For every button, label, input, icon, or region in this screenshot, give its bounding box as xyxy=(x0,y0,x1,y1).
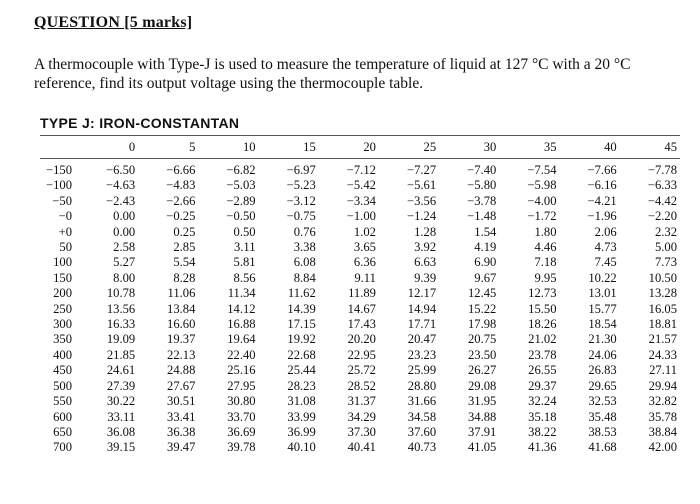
table-row xyxy=(40,440,680,455)
table-cell: 32.24 xyxy=(528,394,557,409)
table-cell: −4.83 xyxy=(166,178,196,193)
table-title: TYPE J: IRON-CONSTANTAN xyxy=(40,115,240,131)
table-cell: −1.48 xyxy=(467,209,497,224)
table-cell: −3.34 xyxy=(346,193,376,208)
table-cell: 23.78 xyxy=(528,347,557,362)
table-cell: −2.20 xyxy=(647,209,677,224)
table-cell: 31.08 xyxy=(287,394,316,409)
table-cell: 17.15 xyxy=(287,317,316,332)
row-label: 650 xyxy=(53,424,72,439)
table-cell: −2.43 xyxy=(106,193,136,208)
table-cell: −2.89 xyxy=(226,193,256,208)
table-cell: 13.28 xyxy=(648,286,677,301)
column-header: 15 xyxy=(259,136,319,159)
table-cell: 31.66 xyxy=(407,394,437,409)
column-header: 35 xyxy=(499,136,559,159)
table-cell: 12.45 xyxy=(467,286,497,301)
table-cell: 7.73 xyxy=(654,255,677,270)
column-header: 20 xyxy=(319,136,379,159)
row-label: −100 xyxy=(46,178,72,193)
table-cell: 21.30 xyxy=(588,332,617,347)
table-cell: 32.82 xyxy=(648,394,677,409)
table-cell: −4.63 xyxy=(106,178,136,193)
table-cell: 41.05 xyxy=(467,440,497,455)
table-cell: 19.09 xyxy=(106,332,136,347)
table-cell: 1.80 xyxy=(534,224,557,239)
table-cell: 16.33 xyxy=(106,317,136,332)
table-cell: −7.12 xyxy=(346,163,376,177)
table-cell: 18.26 xyxy=(528,317,557,332)
table-cell: −1.24 xyxy=(406,209,437,224)
table-cell: 4.46 xyxy=(534,240,557,255)
table-cell: 3.38 xyxy=(293,240,316,255)
table-cell: 7.45 xyxy=(594,255,617,270)
table-row xyxy=(40,302,680,317)
table-cell: 0.76 xyxy=(293,224,316,239)
table-cell: 2.58 xyxy=(113,240,136,255)
table-cell: 8.84 xyxy=(293,270,316,285)
table-cell: 17.98 xyxy=(467,317,497,332)
table-cell: 10.22 xyxy=(588,270,617,285)
table-cell: 26.83 xyxy=(588,363,617,378)
table-row xyxy=(40,159,680,179)
table-cell: 40.41 xyxy=(347,440,376,455)
table-cell: 31.37 xyxy=(347,394,376,409)
table-row xyxy=(40,332,680,347)
table-cell: 11.62 xyxy=(287,286,316,301)
table-cell: 20.47 xyxy=(407,332,437,347)
table-cell: −6.97 xyxy=(286,163,316,177)
table-cell: 21.02 xyxy=(528,332,557,347)
table-cell: 13.01 xyxy=(588,286,617,301)
table-cell: 35.78 xyxy=(648,409,677,424)
table-cell: 33.70 xyxy=(227,409,256,424)
table-cell: 20.75 xyxy=(467,332,497,347)
table-cell: 27.67 xyxy=(167,378,196,393)
table-cell: 34.29 xyxy=(347,409,376,424)
table-row xyxy=(40,194,680,209)
table-row xyxy=(40,255,680,270)
question-body: A thermocouple with Type-J is used to measure the temperature of liquid at 127 °C with a 20 °C reference, find its output voltage using the thermocouple table. xyxy=(34,56,631,92)
table-cell: −5.80 xyxy=(467,178,497,193)
table-cell: 24.88 xyxy=(167,363,196,378)
table-cell: −4.00 xyxy=(527,193,557,208)
table-cell: −5.61 xyxy=(406,178,437,193)
table-row xyxy=(40,317,680,332)
table-cell: 4.73 xyxy=(594,240,617,255)
table-cell: 26.27 xyxy=(467,363,497,378)
table-cell: 34.58 xyxy=(407,409,437,424)
table-cell: 38.84 xyxy=(648,424,677,439)
row-label: 400 xyxy=(53,347,72,362)
table-cell: −3.78 xyxy=(467,193,497,208)
table-cell: 26.55 xyxy=(528,363,557,378)
table-cell: 10.50 xyxy=(648,270,677,285)
table-cell: 2.85 xyxy=(173,240,196,255)
table-cell: 25.72 xyxy=(347,363,376,378)
row-label: 700 xyxy=(53,440,72,455)
table-cell: 42.00 xyxy=(648,440,677,455)
table-cell: 33.41 xyxy=(167,409,196,424)
table-cell: 6.63 xyxy=(414,255,437,270)
table-cell: 14.94 xyxy=(407,301,437,316)
table-cell: 6.36 xyxy=(353,255,376,270)
table-cell: 33.11 xyxy=(107,409,136,424)
table-cell: 33.99 xyxy=(287,409,316,424)
table-cell: 0.00 xyxy=(113,209,136,224)
table-cell: 39.47 xyxy=(167,440,196,455)
table-cell: 15.50 xyxy=(528,301,557,316)
table-cell: 14.67 xyxy=(347,301,376,316)
table-cell: 18.54 xyxy=(588,317,617,332)
table-cell: 19.92 xyxy=(287,332,316,347)
table-cell: 10.78 xyxy=(106,286,136,301)
table-cell: 16.60 xyxy=(167,317,196,332)
table-row xyxy=(40,379,680,394)
table-cell: −6.82 xyxy=(226,163,256,177)
table-cell: −0.25 xyxy=(166,209,196,224)
table-cell: 41.36 xyxy=(528,440,557,455)
table-cell: 6.90 xyxy=(474,255,497,270)
table-cell: −1.96 xyxy=(587,209,617,224)
table-cell: −7.40 xyxy=(467,163,497,177)
table-cell: −6.66 xyxy=(166,163,196,177)
table-cell: 28.52 xyxy=(347,378,376,393)
table-cell: 38.22 xyxy=(528,424,557,439)
table-cell: 7.18 xyxy=(534,255,557,270)
table-cell: 16.88 xyxy=(227,317,256,332)
table-cell: 11.34 xyxy=(227,286,256,301)
row-label: 600 xyxy=(53,409,72,424)
table-cell: 17.71 xyxy=(407,317,437,332)
table-row xyxy=(40,271,680,286)
table-cell: 19.37 xyxy=(167,332,196,347)
column-header: 5 xyxy=(138,136,198,159)
table-cell: 34.88 xyxy=(467,409,497,424)
table-cell: 28.23 xyxy=(287,378,316,393)
table-cell: 0.50 xyxy=(233,224,256,239)
row-label: 150 xyxy=(53,270,72,285)
table-cell: 17.43 xyxy=(347,317,376,332)
question-title: QUESTION [5 marks] xyxy=(34,14,193,31)
row-label: 350 xyxy=(53,332,72,347)
table-cell: 37.60 xyxy=(407,424,437,439)
table-cell: 28.80 xyxy=(407,378,437,393)
table-cell: 9.95 xyxy=(534,270,557,285)
table-cell: 25.99 xyxy=(407,363,437,378)
table-cell: −5.23 xyxy=(286,178,316,193)
table-cell: 41.68 xyxy=(588,440,617,455)
table-cell: 12.73 xyxy=(528,286,557,301)
table-cell: 23.50 xyxy=(467,347,497,362)
table-cell: 36.69 xyxy=(227,424,256,439)
table-row xyxy=(40,348,680,363)
table-row xyxy=(40,240,680,255)
table-header-row xyxy=(40,136,680,159)
table-cell: −1.72 xyxy=(527,209,557,224)
table-cell: 3.92 xyxy=(414,240,437,255)
column-header: 30 xyxy=(439,136,499,159)
row-label: 200 xyxy=(53,286,72,301)
table-cell: 36.99 xyxy=(287,424,316,439)
table-cell: 9.11 xyxy=(354,270,376,285)
table-cell: 36.08 xyxy=(106,424,136,439)
table-cell: 39.78 xyxy=(227,440,256,455)
table-cell: −1.00 xyxy=(346,209,376,224)
table-cell: 4.19 xyxy=(474,240,497,255)
table-cell: 11.06 xyxy=(167,286,196,301)
table-cell: 29.65 xyxy=(588,378,617,393)
row-label: 450 xyxy=(53,363,72,378)
table-cell: 19.64 xyxy=(227,332,256,347)
table-cell: 27.95 xyxy=(227,378,256,393)
column-header: 40 xyxy=(560,136,620,159)
table-cell: −3.12 xyxy=(286,193,316,208)
table-cell: 24.06 xyxy=(588,347,617,362)
table-cell: 9.67 xyxy=(474,270,497,285)
column-header: 25 xyxy=(379,136,439,159)
table-cell: 25.16 xyxy=(227,363,256,378)
row-label: 100 xyxy=(53,255,72,270)
table-cell: 8.56 xyxy=(233,270,256,285)
table-cell: −7.54 xyxy=(527,163,557,177)
table-cell: −4.21 xyxy=(587,193,617,208)
table-cell: 15.22 xyxy=(467,301,497,316)
table-body xyxy=(40,159,680,456)
table-cell: 21.57 xyxy=(648,332,677,347)
table-row xyxy=(40,286,680,301)
table-cell: 40.73 xyxy=(407,440,437,455)
table-row xyxy=(40,394,680,409)
row-label: −50 xyxy=(52,193,72,208)
table-cell: −0.75 xyxy=(286,209,316,224)
table-cell: −4.42 xyxy=(647,193,677,208)
table-cell: 23.23 xyxy=(407,347,437,362)
column-header: 0 xyxy=(78,136,138,159)
table-cell: 5.00 xyxy=(654,240,677,255)
row-label: 300 xyxy=(53,317,72,332)
table-cell: 1.54 xyxy=(474,224,497,239)
table-cell: 16.05 xyxy=(648,301,677,316)
table-row xyxy=(40,425,680,440)
table-cell: −5.42 xyxy=(346,178,376,193)
table-cell: 13.84 xyxy=(167,301,196,316)
table-cell: 8.28 xyxy=(173,270,196,285)
table-cell: −0.50 xyxy=(226,209,256,224)
table-cell: 39.15 xyxy=(106,440,136,455)
table-cell: 27.39 xyxy=(106,378,136,393)
header-corner xyxy=(40,136,78,159)
table-cell: 3.11 xyxy=(233,240,256,255)
table-row xyxy=(40,209,680,224)
table-cell: 40.10 xyxy=(287,440,316,455)
table-cell: 37.30 xyxy=(347,424,376,439)
table-cell: 37.91 xyxy=(467,424,497,439)
table-cell: 3.65 xyxy=(353,240,376,255)
row-label: 50 xyxy=(59,240,72,255)
table-cell: 35.18 xyxy=(528,409,557,424)
table-cell: 11.89 xyxy=(348,286,376,301)
table-cell: 29.94 xyxy=(648,378,677,393)
table-cell: 2.06 xyxy=(594,224,617,239)
table-cell: 0.25 xyxy=(173,224,196,239)
table-cell: 30.80 xyxy=(227,394,256,409)
column-header: 10 xyxy=(198,136,258,159)
table-cell: 5.81 xyxy=(233,255,256,270)
table-cell: 22.95 xyxy=(347,347,376,362)
table-cell: 24.61 xyxy=(106,363,136,378)
table-cell: 31.95 xyxy=(467,394,497,409)
table-cell: 35.48 xyxy=(588,409,617,424)
table-cell: 25.44 xyxy=(287,363,316,378)
table-cell: 5.54 xyxy=(173,255,196,270)
table-cell: 32.53 xyxy=(588,394,617,409)
table-cell: 36.38 xyxy=(167,424,196,439)
table-cell: 24.33 xyxy=(648,347,677,362)
table-cell: −7.78 xyxy=(647,163,677,177)
table-cell: 29.08 xyxy=(467,378,497,393)
table-cell: 30.51 xyxy=(167,394,196,409)
table-cell: 30.22 xyxy=(106,394,136,409)
table-cell: −5.98 xyxy=(527,178,557,193)
thermocouple-table xyxy=(40,135,680,456)
table-cell: 6.08 xyxy=(293,255,316,270)
table-cell: 22.40 xyxy=(227,347,256,362)
row-label: 250 xyxy=(53,301,72,316)
table-row xyxy=(40,225,680,240)
table-cell: −2.66 xyxy=(166,193,196,208)
table-row xyxy=(40,178,680,193)
table-cell: 22.13 xyxy=(167,347,196,362)
table-cell: 21.85 xyxy=(106,347,136,362)
table-cell: 1.28 xyxy=(414,224,437,239)
table-cell: 8.00 xyxy=(113,270,136,285)
table-cell: 14.12 xyxy=(227,301,256,316)
table-cell: −6.50 xyxy=(106,163,136,177)
table-cell: 27.11 xyxy=(649,363,677,378)
table-cell: 22.68 xyxy=(287,347,316,362)
table-cell: −7.66 xyxy=(587,163,617,177)
table-cell: 14.39 xyxy=(287,301,316,316)
table-row xyxy=(40,410,680,425)
table-cell: 38.53 xyxy=(588,424,617,439)
row-label: +0 xyxy=(58,224,72,239)
table-cell: 5.27 xyxy=(113,255,136,270)
table-cell: 9.39 xyxy=(414,270,437,285)
thermocouple-table-wrapper xyxy=(40,135,680,456)
table-cell: −3.56 xyxy=(406,193,437,208)
table-cell: 12.17 xyxy=(407,286,437,301)
table-cell: 0.00 xyxy=(113,224,136,239)
column-header: 45 xyxy=(620,136,680,159)
table-cell: 29.37 xyxy=(528,378,557,393)
table-cell: 13.56 xyxy=(106,301,136,316)
row-label: −150 xyxy=(46,163,72,177)
table-cell: −6.33 xyxy=(647,178,677,193)
row-label: 500 xyxy=(53,378,72,393)
table-cell: 15.77 xyxy=(588,301,617,316)
row-label: 550 xyxy=(53,394,72,409)
table-cell: −7.27 xyxy=(406,163,437,177)
row-label: −0 xyxy=(58,209,72,224)
table-cell: 20.20 xyxy=(347,332,376,347)
table-cell: −6.16 xyxy=(587,178,617,193)
table-cell: −5.03 xyxy=(226,178,256,193)
table-cell: 1.02 xyxy=(353,224,376,239)
table-cell: 2.32 xyxy=(654,224,677,239)
table-cell: 18.81 xyxy=(648,317,677,332)
table-row xyxy=(40,363,680,378)
